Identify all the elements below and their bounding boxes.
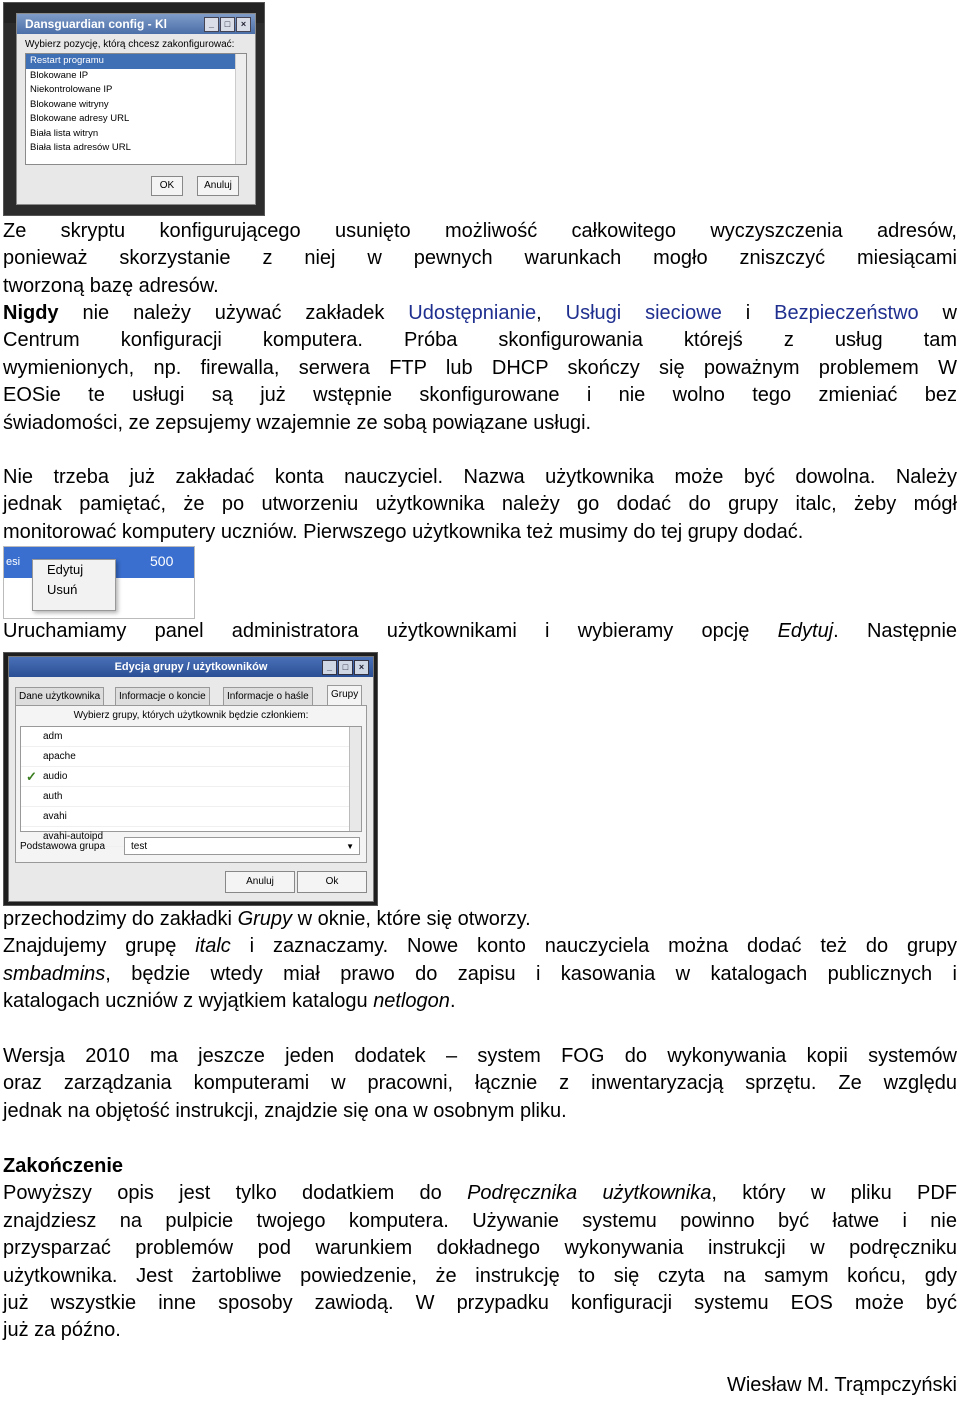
- italic-text: smbadmins: [3, 962, 106, 985]
- group-item[interactable]: [21, 747, 361, 767]
- option-item[interactable]: Blokowane witryny: [30, 98, 109, 110]
- paragraph-address-reset: [3, 218, 957, 300]
- paragraph-open-panel: [3, 618, 957, 645]
- group-name: adm: [43, 731, 63, 742]
- text-line: [3, 618, 957, 645]
- groups-list[interactable]: [20, 726, 362, 842]
- text-line: jednak pamiętać, że po utworzeniu użytkownika należy go dodać do grupy italc, żeby mógł: [3, 493, 957, 516]
- text-span: Powyższy opis jest tylko dodatkiem do: [3, 1182, 468, 1205]
- text-line: Nie trzeba już zakładać konta nauczyciel. Nazwa użytkownika może być dowolna. Należy: [3, 466, 957, 488]
- primary-group-label: Podstawowa grupa: [20, 841, 106, 852]
- text-line: Wersja 2010 ma jeszcze jeden dodatek – system FOG do wykonywania kopii systemów: [3, 1045, 957, 1067]
- group-item[interactable]: [21, 767, 361, 787]
- group-item[interactable]: [21, 807, 361, 827]
- list-scrollbar[interactable]: [349, 727, 361, 831]
- dialog-prompt: Wybierz pozycję, którą chcesz zakonfigurować:: [25, 39, 235, 50]
- text-span: , będzie wtedy miał prawo do zapisu i kasowania w katalogach publicznych i: [105, 962, 957, 985]
- maximize-icon[interactable]: □: [338, 660, 353, 675]
- ok-button[interactable]: Ok: [297, 871, 367, 893]
- group-name: apache: [43, 751, 76, 762]
- ok-button[interactable]: OK: [151, 176, 183, 196]
- text-line: [3, 906, 957, 933]
- text-line: znajdziesz na pulpicie twojego komputera. Używanie systemu powinno być łatwe i nie: [3, 1209, 957, 1232]
- text-line: [3, 933, 957, 960]
- menu-item-delete[interactable]: Usuń: [47, 582, 78, 597]
- text-line: [3, 961, 957, 988]
- menu-item-edit[interactable]: Edytuj: [47, 562, 84, 577]
- groups-panel: [15, 705, 367, 863]
- text-span: przechodzimy do zakładki: [3, 908, 238, 930]
- option-item[interactable]: Biała lista witryn: [30, 127, 99, 139]
- text-span: .: [449, 990, 456, 1013]
- primary-group-value: test: [131, 841, 148, 852]
- text-line: świadomości, ze zepsujemy wzajemnie ze sobą powiązane usługi.: [3, 411, 592, 434]
- text-line: [3, 1180, 957, 1207]
- text-line: [3, 300, 957, 327]
- context-menu: [32, 559, 116, 611]
- context-menu-screenshot: [3, 546, 195, 619]
- text-line: przysparzać problemów pod warunkiem dokładnego wykonywania instrukcji w podręczniku: [3, 1237, 957, 1260]
- text-span: i: [721, 302, 775, 324]
- row-text-fragment: esi: [6, 556, 21, 568]
- tab-name-bezpieczenstwo: Bezpieczeństwo: [774, 302, 919, 324]
- text-line: wymienionych, np. firewalla, serwera FTP lub DHCP skończy się poważnym problemem W: [3, 356, 957, 379]
- text-line: EOSie te usługi są już wstępnie skonfigurowane i nie wolno tego zmieniać bez: [3, 384, 957, 407]
- text-line: jednak na objętość instrukcji, znajdzie się ona w osobnym pliku.: [3, 1099, 567, 1122]
- text-span: nie należy używać zakładek: [58, 302, 409, 324]
- bold-text: Nigdy: [3, 302, 59, 324]
- paragraph-warning: [3, 300, 957, 437]
- minimize-icon[interactable]: _: [322, 660, 337, 675]
- text-span: katalogach uczniów z wyjątkiem katalogu: [3, 990, 374, 1013]
- primary-group-select[interactable]: [124, 837, 360, 855]
- italic-text: italc: [195, 935, 231, 958]
- maximize-icon[interactable]: □: [220, 17, 235, 32]
- option-item[interactable]: Restart programu: [26, 54, 246, 69]
- group-name: avahi: [43, 811, 67, 822]
- dropdown-arrow-icon: ▼: [346, 842, 354, 851]
- option-item[interactable]: Blokowane adresy URL: [30, 113, 130, 124]
- paragraph-fog-system: [3, 1043, 957, 1125]
- tab-name-uslugi-sieciowe: Usługi sieciowe: [565, 302, 722, 324]
- close-icon[interactable]: ×: [354, 660, 369, 675]
- text-line: Ze skryptu konfigurującego usunięto możliwość całkowitego wyczyszczenia adresów,: [3, 220, 957, 242]
- tab-name-udostepnianie: Udostępnianie: [408, 302, 537, 324]
- edit-group-users-screenshot: [3, 652, 378, 906]
- text-line: oraz zarządzania komputerami w pracowni, łącznie z inwentaryzacją sprzętu. Ze względu: [3, 1072, 957, 1095]
- dialog-title: Edycja grupy / użytkowników: [114, 661, 268, 673]
- paragraph-teacher-account: [3, 464, 957, 546]
- text-span: w: [918, 302, 957, 324]
- paragraph-groups-tab: [3, 906, 957, 1016]
- cancel-button[interactable]: Anuluj: [225, 871, 295, 893]
- text-line: tworzoną bazę adresów.: [3, 274, 219, 297]
- tab-user-data[interactable]: Dane użytkownika: [15, 687, 104, 705]
- italic-text: netlogon: [373, 990, 450, 1013]
- minimize-icon[interactable]: _: [204, 17, 219, 32]
- italic-text: Edytuj: [777, 620, 834, 642]
- cancel-button[interactable]: Anuluj: [197, 176, 239, 196]
- options-list[interactable]: [25, 53, 247, 165]
- section-heading: Zakończenie: [3, 1155, 124, 1177]
- groups-prompt: Wybierz grupy, których użytkownik będzie członkiem:: [73, 710, 309, 721]
- text-span: i zaznaczamy. Nowe konto nauczyciela można dodać też do grupy: [230, 935, 957, 958]
- dialog-titlebar: [9, 657, 373, 677]
- text-line: już za późno.: [3, 1319, 121, 1342]
- text-line: Centrum konfiguracji komputera. Próba skonfigurowania którejś z usług tam: [3, 329, 957, 352]
- text-span: Znajdujemy grupę: [3, 935, 196, 958]
- close-icon[interactable]: ×: [236, 17, 251, 32]
- dansguardian-dialog: [16, 13, 256, 205]
- italic-text: Grupy: [237, 908, 293, 930]
- conclusion-section: [3, 1153, 957, 1345]
- group-name: avahi-autoipd: [43, 831, 104, 842]
- text-span: , który w pliku PDF: [711, 1182, 957, 1205]
- group-name: audio: [43, 771, 68, 782]
- text-span: Uruchamiamy panel administratora użytkownikami i wybieramy opcję: [3, 620, 778, 642]
- text-line: ponieważ skorzystanie z niej w pewnych warunkach mogło zniszczyć miesiącami: [3, 247, 957, 270]
- dialog-title: Dansguardian config - Kl: [25, 17, 168, 31]
- tab-groups[interactable]: Grupy: [327, 685, 362, 706]
- signature: Wiesław M. Trąmpczyński: [726, 1374, 957, 1396]
- text-line: monitorować komputery uczniów. Pierwszego użytkownika też musimy do tej grupy dodać.: [3, 520, 804, 543]
- edit-user-dialog: [8, 656, 374, 902]
- checkmark-icon: ✓: [26, 769, 37, 784]
- group-item[interactable]: [21, 787, 361, 807]
- dialog-titlebar: [17, 14, 255, 34]
- option-item[interactable]: Blokowane IP: [30, 69, 89, 81]
- tab-account-info[interactable]: Informacje o koncie: [115, 687, 210, 705]
- option-item[interactable]: Niekontrolowane IP: [30, 84, 113, 95]
- dansguardian-config-screenshot: [3, 2, 265, 216]
- text-line: już wszystkie inne sposoby zawiodą. W przypadku konfiguracji systemu EOS może być: [3, 1292, 957, 1315]
- text-span: . Następnie: [833, 620, 958, 642]
- text-span: ,: [536, 302, 566, 324]
- tab-password-info[interactable]: Informacje o haśle: [223, 687, 313, 705]
- row-uid: 500: [150, 553, 174, 569]
- italic-text: Podręcznika użytkownika: [467, 1182, 712, 1205]
- text-span: w oknie, które się otworzy.: [292, 908, 531, 930]
- group-item[interactable]: [21, 727, 361, 747]
- text-line: użytkownika. Jest żartobliwe powiedzenie, że instrukcję to się czyta na samym końcu, gdy: [3, 1264, 957, 1287]
- group-name: auth: [43, 791, 63, 802]
- option-item[interactable]: Biała lista adresów URL: [30, 142, 131, 153]
- text-line: [3, 988, 957, 1015]
- list-scrollbar[interactable]: [235, 54, 246, 164]
